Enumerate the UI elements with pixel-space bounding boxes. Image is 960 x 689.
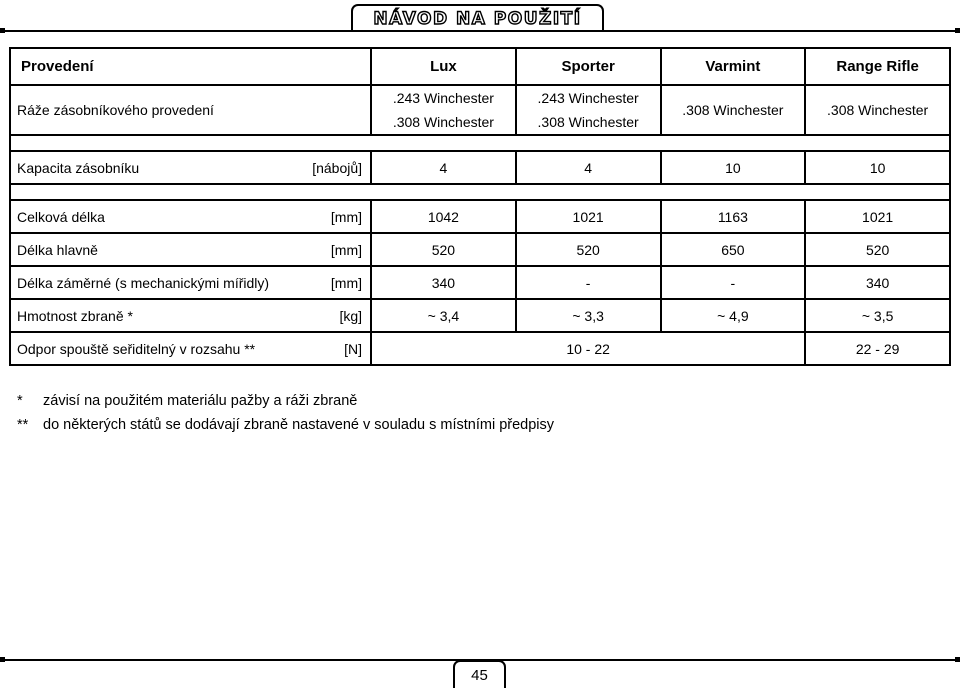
row-label: Odpor spouště seřiditelný v rozsahu ** xyxy=(17,340,256,357)
spacer-row xyxy=(10,135,950,151)
cell-range-rifle: 22 - 29 xyxy=(805,332,950,365)
cell-sporter: 520 xyxy=(516,233,661,266)
cell-lux-sporter-varmint: 10 - 22 xyxy=(371,332,805,365)
page-title: NÁVOD NA POUŽITÍ xyxy=(373,8,582,29)
footnotes xyxy=(17,389,554,437)
cell-sporter: - xyxy=(516,266,661,299)
row-label: Ráže zásobníkového provedení xyxy=(10,85,371,135)
cell-varmint: 10 xyxy=(661,151,806,184)
cell-range-rifle: ~ 3,5 xyxy=(805,299,950,332)
cell-sporter: 4 xyxy=(516,151,661,184)
col-header-lux: Lux xyxy=(371,48,516,85)
row-label: Hmotnost zbraně * xyxy=(17,307,133,324)
cell-varmint: 1163 xyxy=(661,200,806,233)
footnote-text: do některých států se dodávají zbraně nastavené v souladu s místními předpisy xyxy=(43,417,555,433)
cell-varmint: - xyxy=(661,266,806,299)
cell-range-rifle: 340 xyxy=(805,266,950,299)
footnote xyxy=(17,413,554,437)
rule-end-right xyxy=(955,657,960,662)
footnote-mark: * xyxy=(17,393,23,409)
cell-sporter: ~ 3,3 xyxy=(516,299,661,332)
rule-end-left xyxy=(0,28,5,33)
spacer-row xyxy=(10,184,950,200)
cell-range-rifle: 1021 xyxy=(805,200,950,233)
page-number: 45 xyxy=(471,666,488,684)
caliber-row xyxy=(10,85,950,135)
cell-lux: 1042 xyxy=(371,200,516,233)
table-row xyxy=(10,299,950,332)
table-row xyxy=(10,151,950,184)
footnote-text: závisí na použitém materiálu pažby a ráži zbraně xyxy=(43,393,358,409)
col-header-sporter: Sporter xyxy=(516,48,661,85)
row-label: Celková délka xyxy=(17,208,105,225)
cell-sporter: .243 Winchester .308 Winchester xyxy=(516,85,661,135)
row-label: Délka hlavně xyxy=(17,241,98,258)
row-unit: [mm] xyxy=(330,208,363,225)
cell-range-rifle: .308 Winchester xyxy=(805,85,950,135)
cell-range-rifle: 10 xyxy=(805,151,950,184)
rule-end-right xyxy=(955,28,960,33)
row-unit: [kg] xyxy=(339,307,363,324)
row-unit: [mm] xyxy=(330,241,363,258)
cell-lux: 520 xyxy=(371,233,516,266)
row-label: Kapacita zásobníku xyxy=(17,159,140,176)
spec-table xyxy=(9,47,951,366)
col-header-varmint: Varmint xyxy=(661,48,806,85)
cell-lux: ~ 3,4 xyxy=(371,299,516,332)
cell-lux: 4 xyxy=(371,151,516,184)
footnote xyxy=(17,389,554,413)
row-unit: [nábojů] xyxy=(312,159,363,176)
cell-lux: .243 Winchester .308 Winchester xyxy=(371,85,516,135)
cell-range-rifle: 520 xyxy=(805,233,950,266)
page-number-tab xyxy=(453,660,506,688)
header-tab xyxy=(351,4,604,31)
table-row xyxy=(10,266,950,299)
cell-lux: 340 xyxy=(371,266,516,299)
row-label: Délka záměrné (s mechanickými mířidly) xyxy=(17,274,270,291)
header-row xyxy=(10,48,950,85)
row-unit: [N] xyxy=(344,340,363,357)
table-row xyxy=(10,200,950,233)
cell-varmint: ~ 4,9 xyxy=(661,299,806,332)
rule-end-left xyxy=(0,657,5,662)
table-row xyxy=(10,233,950,266)
footnote-mark: ** xyxy=(17,417,29,433)
trigger-row xyxy=(10,332,950,365)
col-header-range-rifle: Range Rifle xyxy=(805,48,950,85)
cell-sporter: 1021 xyxy=(516,200,661,233)
cell-varmint: 650 xyxy=(661,233,806,266)
cell-varmint: .308 Winchester xyxy=(661,85,806,135)
row-unit: [mm] xyxy=(330,274,363,291)
header-rule xyxy=(3,30,957,32)
col-header-variant: Provedení xyxy=(10,48,371,85)
